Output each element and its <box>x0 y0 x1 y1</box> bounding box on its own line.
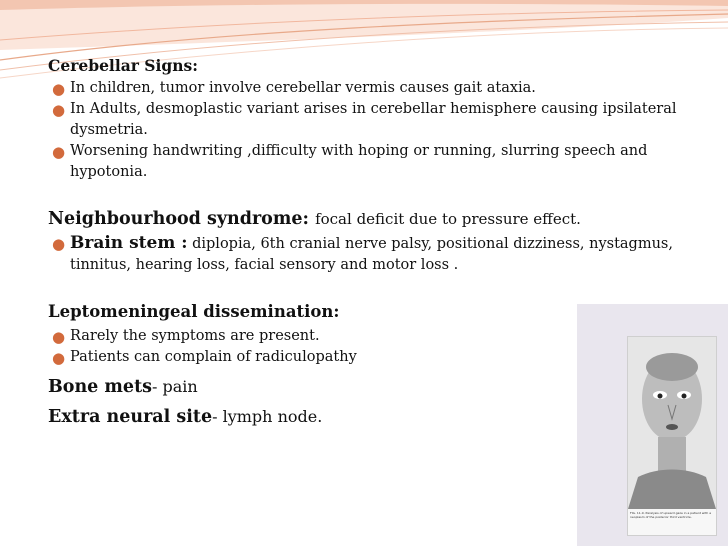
neighbourhood-heading: Neighbourhood syndrome: focal deficit due to pressure effect. <box>48 209 581 229</box>
patient-photo <box>627 336 717 536</box>
bullet-icon: ● <box>52 349 66 367</box>
neighbourhood-list <box>48 233 678 276</box>
bullet-icon: ● <box>52 101 66 119</box>
lepto-heading: Leptomeningeal dissemination: <box>48 302 340 321</box>
list-item: ● Worsening handwriting ,difficulty with hoping or running, slurring speech and hypotonia. <box>52 143 648 180</box>
list-item: ● Brain stem : diplopia, 6th cranial nerve palsy, positional dizziness, nystagmus, tinnitus, hearing loss, facial sensory and motor loss . <box>52 233 673 273</box>
bullet-icon: ● <box>52 235 66 253</box>
figure-caption: FIG. 11-9. Paralysis of upward gaze in a patient with a neoplasm of the posterior third ventricle. <box>628 509 716 535</box>
bone-mets-line: Bone mets- pain <box>48 377 198 397</box>
list-item: ● Patients can complain of radiculopathy <box>52 349 357 367</box>
bullet-icon: ● <box>52 328 66 346</box>
bullet-icon: ● <box>52 80 66 98</box>
list-item: ● Rarely the symptoms are present. <box>52 328 320 346</box>
extra-neural-line: Extra neural site- lymph node. <box>48 407 323 427</box>
list-item: ● In Adults, desmoplastic variant arises in cerebellar hemisphere causing ipsilateral dysmetria. <box>52 101 677 138</box>
list-item: ● In children, tumor involve cerebellar vermis causes gait ataxia. <box>52 80 536 98</box>
cerebellar-list <box>48 78 678 183</box>
cerebellar-heading: Cerebellar Signs: <box>48 56 198 75</box>
figure-panel <box>577 304 728 546</box>
bullet-icon: ● <box>52 143 66 161</box>
face-illustration-icon <box>628 337 716 509</box>
